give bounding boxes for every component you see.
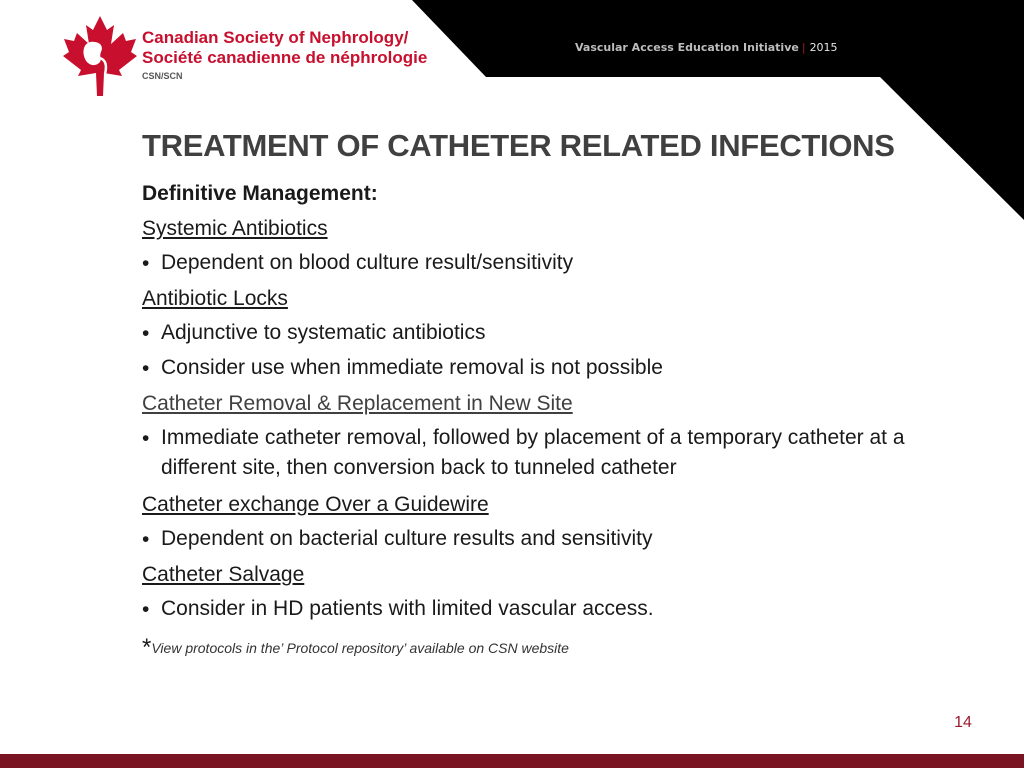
subheading-catheter-exchange: Catheter exchange Over a Guidewire [142,493,489,516]
logo-name-english: Canadian Society of Nephrology/ [142,28,409,47]
subheading-antibiotic-locks: Antibiotic Locks [142,287,288,310]
header-separator: | [801,41,806,54]
bullet-glyph: • [142,528,150,551]
slide-title: TREATMENT OF CATHETER RELATED INFECTIONS [142,128,895,163]
bullet-glyph: • [142,427,150,450]
subheading-systemic-antibiotics: Systemic Antibiotics [142,217,328,240]
list-item [142,592,942,627]
logo-abbreviation: CSN/SCN [142,71,183,81]
bullet-text: Dependent on bacterial culture results and sensitivity [161,527,653,550]
logo-name-french: Société canadienne de néphrologie [142,48,428,67]
bullet-glyph: • [142,322,150,345]
bottom-bar [0,754,1024,768]
bullet-text: Consider use when immediate removal is not possible [161,356,663,379]
footnote-asterisk: * [142,634,152,661]
header-text [575,40,838,56]
list-item [142,246,942,281]
list-item [142,351,942,386]
list-item [142,316,942,351]
bullet-text: Dependent on blood culture result/sensitivity [161,251,574,274]
subheading-catheter-removal-link[interactable]: Catheter Removal & Replacement in New Site [142,392,573,415]
header-year: 2015 [809,41,838,54]
csn-logo [62,14,428,98]
section-heading: Definitive Management: [142,182,378,205]
bullet-text: Consider in HD patients with limited vascular access. [161,597,654,620]
subheading-catheter-salvage: Catheter Salvage [142,563,305,586]
bullet-text: Immediate catheter removal, followed by placement of a temporary catheter at a different site, then conversion back to tunneled catheter [161,426,905,479]
footnote [142,627,942,667]
page-number: 14 [954,714,972,731]
bullet-text: Adjunctive to systematic antibiotics [161,321,486,344]
bullet-glyph: • [142,598,150,621]
maple-leaf-kidney-icon [62,14,138,98]
list-item [142,522,942,557]
footnote-text: View protocols in the’ Protocol repository’ available on CSN website [151,640,569,656]
bullet-glyph: • [142,357,150,380]
initiative-label: Vascular Access Education Initiative [575,41,799,54]
bullet-glyph: • [142,252,150,275]
list-item [142,421,942,487]
slide-body [142,176,942,667]
